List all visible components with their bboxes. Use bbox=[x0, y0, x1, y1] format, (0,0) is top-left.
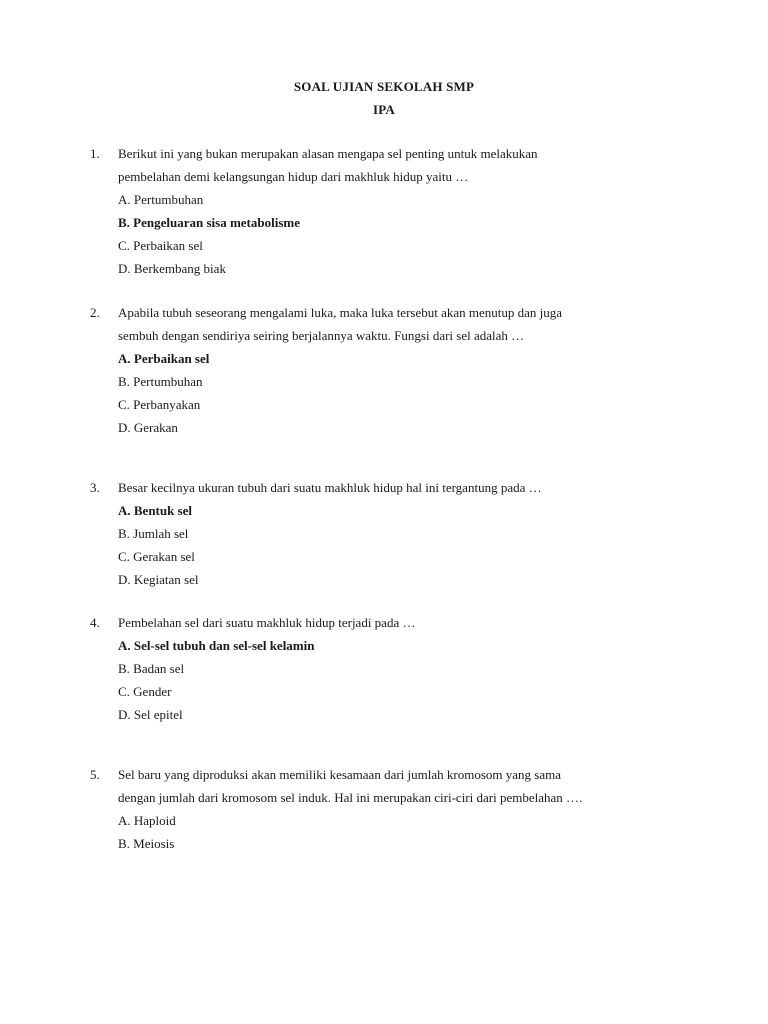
option-d: D. Kegiatan sel bbox=[118, 572, 199, 587]
question-number: 5. bbox=[90, 767, 100, 782]
option-a-answer: A. Bentuk sel bbox=[118, 503, 193, 518]
option-c: C. Perbaikan sel bbox=[118, 238, 203, 253]
question-text-line: Berikut ini yang bukan merupakan alasan mengapa sel penting untuk melakukan bbox=[118, 146, 538, 161]
option-b: B. Pertumbuhan bbox=[118, 374, 203, 389]
subject-title: IPA bbox=[372, 102, 396, 117]
option-b-answer: B. Pengeluaran sisa metabolisme bbox=[118, 215, 300, 230]
question-body bbox=[118, 615, 678, 730]
option-b: B. Badan sel bbox=[118, 661, 185, 676]
option-a-answer: A. Perbaikan sel bbox=[118, 351, 210, 366]
question-text-line: Pembelahan sel dari suatu makhluk hidup terjadi pada … bbox=[118, 615, 416, 630]
page-title: SOAL UJIAN SEKOLAH SMP bbox=[293, 79, 475, 94]
option-b: B. Meiosis bbox=[118, 836, 175, 851]
question-body bbox=[118, 305, 678, 443]
option-d: D. Gerakan bbox=[118, 420, 178, 435]
option-a: A. Pertumbuhan bbox=[118, 192, 204, 207]
question-number: 3. bbox=[90, 480, 100, 495]
question-body bbox=[118, 767, 678, 859]
question-text-line: Sel baru yang diproduksi akan memiliki kesamaan dari jumlah kromosom yang sama bbox=[118, 767, 561, 782]
question-text-line: Besar kecilnya ukuran tubuh dari suatu makhluk hidup hal ini tergantung pada … bbox=[118, 480, 542, 495]
option-c: C. Gerakan sel bbox=[118, 549, 195, 564]
option-c: C. Perbanyakan bbox=[118, 397, 201, 412]
question-body bbox=[118, 146, 678, 284]
question-text-line: Apabila tubuh seseorang mengalami luka, maka luka tersebut akan menutup dan juga bbox=[118, 305, 563, 320]
question-body bbox=[118, 480, 678, 595]
question-number: 2. bbox=[90, 305, 100, 320]
option-a-answer: A. Sel-sel tubuh dan sel-sel kelamin bbox=[118, 638, 315, 653]
option-c: C. Gender bbox=[118, 684, 172, 699]
option-b: B. Jumlah sel bbox=[118, 526, 189, 541]
option-d: D. Sel epitel bbox=[118, 707, 183, 722]
question-text-line: dengan jumlah dari kromosom sel induk. Hal ini merupakan ciri-ciri dari pembelahan …. bbox=[118, 790, 583, 805]
option-d: D. Berkembang biak bbox=[118, 261, 226, 276]
option-a: A. Haploid bbox=[118, 813, 176, 828]
question-text-line: sembuh dengan sendiriya seiring berjalannya waktu. Fungsi dari sel adalah … bbox=[118, 328, 525, 343]
question-number: 4. bbox=[90, 615, 100, 630]
question-number: 1. bbox=[90, 146, 100, 161]
question-text-line: pembelahan demi kelangsungan hidup dari makhluk hidup yaitu … bbox=[118, 169, 469, 184]
